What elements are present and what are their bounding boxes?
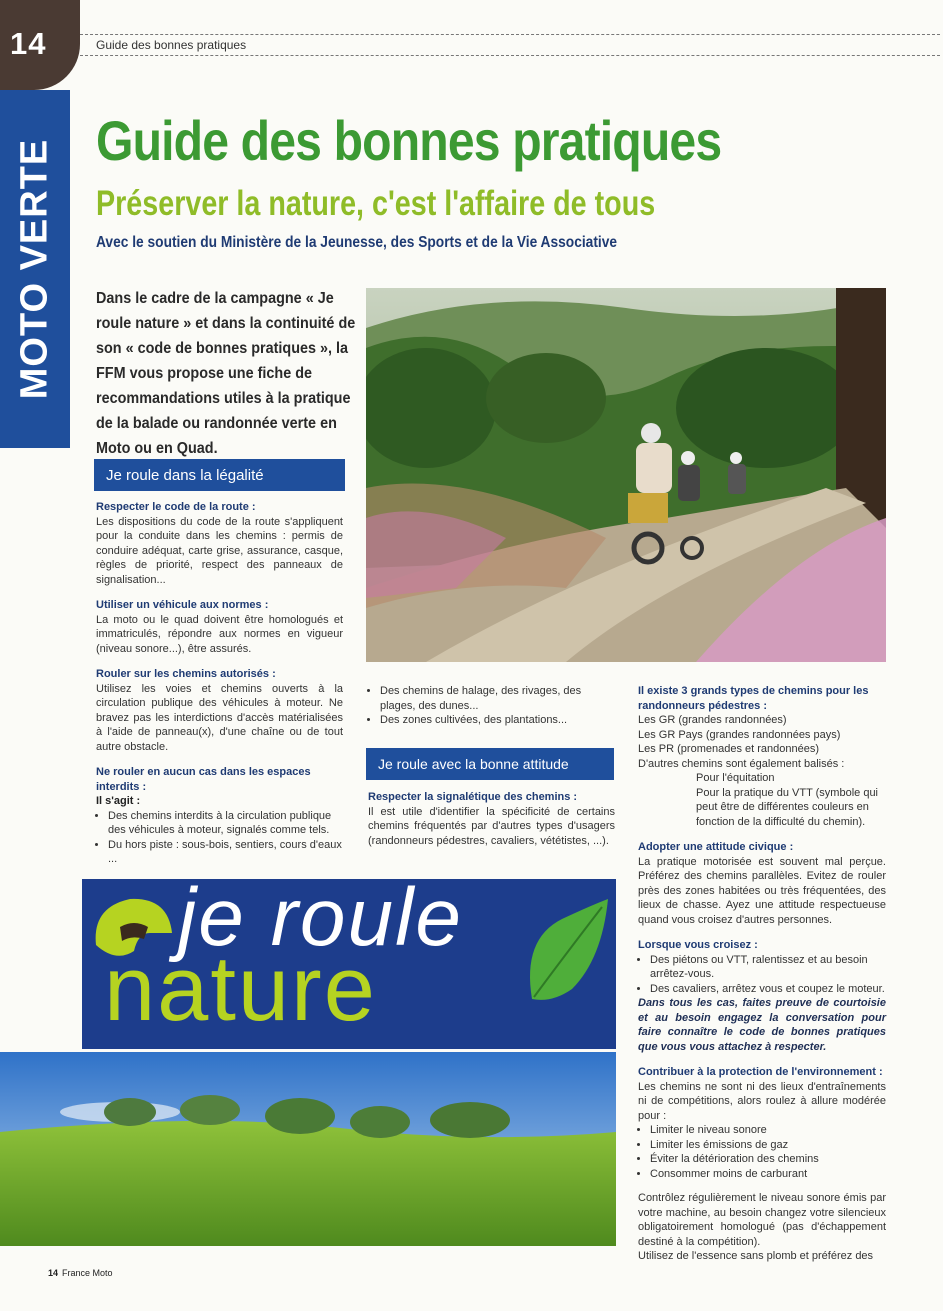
forbidden-title: Ne rouler en aucun cas dans les espaces interdits : xyxy=(96,766,311,793)
footer-page-number: 14 xyxy=(48,1268,59,1278)
field-photo xyxy=(0,1052,616,1246)
footer-magazine: France Moto xyxy=(62,1268,113,1278)
ministry-support-line: Avec le soutien du Ministère de la Jeunesse, des Sports et de la Vie Associative xyxy=(96,234,618,251)
item-text: D'autres chemins sont également balisés : xyxy=(638,757,845,770)
emphasis-text: Dans tous les cas, faites preuve de courtoisie et au besoin engagez la conversation pour faire connaître le code de bonnes pratiques que vous vous attachez à respecter. xyxy=(638,997,886,1053)
middle-column-lower xyxy=(368,790,615,859)
intro-paragraph: Dans le cadre de la campagne « Je roule nature » et dans la continuité de son « code de bonnes pratiques », la FFM vous propose une fiche de recommandations utiles à la pratique de la balade ou randonnée verte en Moto ou en Quad. xyxy=(96,290,356,457)
item-text: Utilisez de l'essence sans plomb et préférez des xyxy=(638,1250,874,1262)
item-title: Utiliser un véhicule aux normes : xyxy=(96,599,269,611)
item-text: Les chemins ne sont ni des lieux d'entraînements ni de compétitions, alors roulez à allure modérée pour : xyxy=(638,1080,886,1122)
item-text: Il est utile d'identifier la spécificité de certains chemins fréquentés par d'autres types d'usagers (randonneurs pédestres, cavaliers, vététistes, ...). xyxy=(368,805,615,847)
list-item: Les GR Pays (grandes randonnées pays) xyxy=(638,728,841,741)
running-header: Guide des bonnes pratiques xyxy=(96,38,247,52)
item-title: Il existe 3 grands types de chemins pour les randonneurs pédestres : xyxy=(638,685,869,712)
forbidden-list xyxy=(96,809,343,867)
bikers-photo xyxy=(366,288,886,662)
page-number: 14 xyxy=(10,26,47,61)
right-column xyxy=(638,684,886,1264)
list-item: • Des piétons ou VTT, ralentissez et au besoin arrêtez-vous. xyxy=(650,953,886,982)
item-text: Les dispositions du code de la route s'appliquent pour la conduite dans les chemins : permis de conduire adéquat, carte grise, assurance, casque, règles de priorité, respect des panneaux de signalisation... xyxy=(96,515,343,586)
page-subtitle: Préserver la nature, c'est l'affaire de tous xyxy=(96,184,656,223)
item-title: Respecter la signalétique des chemins : xyxy=(368,791,578,803)
list-item: • Des cavaliers, arrêtez vous et coupez le moteur. xyxy=(650,982,886,997)
list-item: Pour la pratique du VTT (symbole qui peut être de différentes couleurs en fonction de la difficulté du chemin). xyxy=(696,786,878,828)
item-title: Respecter le code de la route : xyxy=(96,501,256,513)
je-roule-nature-banner xyxy=(82,879,616,1049)
forbidden-subtitle: Il s'agit : xyxy=(96,795,141,807)
item-text: La moto ou le quad doivent être homologués et immatriculés, répondre aux normes en vigueur (niveau sonore...), être assurés. xyxy=(96,613,343,655)
item-text: Utilisez les voies et chemins ouverts à la circulation publique des véhicules à moteur. Ne bravez pas les interdictions d'accès matérialisées à l'aide de panneau(x), d'une chaîne ou de tout autre obstacle. xyxy=(96,682,343,753)
header-rule-bottom xyxy=(80,55,940,56)
env-list xyxy=(638,1123,886,1181)
page-footer xyxy=(48,1268,113,1278)
field-photo-illustration xyxy=(0,1052,616,1246)
item-text: Contrôlez régulièrement le niveau sonore émis par votre machine, au besoin changez votre silencieux obligatoirement homologué (pas d'échappement destiné à la compétition). xyxy=(638,1192,886,1248)
list-item: • Du hors piste : sous-bois, sentiers, cours d'eaux ... xyxy=(108,838,343,867)
list-item: • Éviter la détérioration des chemins xyxy=(650,1152,886,1167)
item-title: Rouler sur les chemins autorisés : xyxy=(96,668,276,680)
section-heading-legality: Je roule dans la légalité xyxy=(94,459,345,491)
leaf-icon xyxy=(522,899,612,1009)
item-title: Lorsque vous croisez : xyxy=(638,939,758,951)
cross-list xyxy=(638,953,886,997)
list-item: • Consommer moins de carburant xyxy=(650,1167,886,1182)
item-text: La pratique motorisée est souvent mal perçue. Préférez des chemins parallèles. Evitez de rouler près des zones habitées ou très fréquentées, des lieux de chasse. Ayez une attitude respectueuse quand vous croisez d'autres personnes. xyxy=(638,855,886,926)
banner-line-2: nature xyxy=(104,938,377,1040)
banner-line-1: je roule xyxy=(178,879,463,963)
list-item: • Des chemins interdits à la circulation publique des véhicules à moteur, signalés comme tels. xyxy=(108,809,343,838)
page-number-badge xyxy=(0,0,80,90)
left-column xyxy=(96,500,343,877)
bikers-photo-illustration xyxy=(366,288,886,662)
list-item: • Des chemins de halage, des rivages, des plages, des dunes... xyxy=(380,684,615,713)
middle-column xyxy=(368,684,615,738)
list-item: • Des zones cultivées, des plantations... xyxy=(380,713,615,728)
page-title: Guide des bonnes pratiques xyxy=(96,109,722,172)
list-item: Les PR (promenades et randonnées) xyxy=(638,743,819,755)
list-item: • Limiter les émissions de gaz xyxy=(650,1138,886,1153)
section-label: MOTO VERTE xyxy=(13,138,56,400)
list-item: Pour l'équitation xyxy=(696,772,775,784)
list-item: • Limiter le niveau sonore xyxy=(650,1123,886,1138)
section-band xyxy=(0,90,70,448)
forbidden-list-continued xyxy=(368,684,615,728)
list-item: Les GR (grandes randonnées) xyxy=(638,714,787,726)
item-title: Adopter une attitude civique : xyxy=(638,841,794,853)
item-title: Contribuer à la protection de l'environnement : xyxy=(638,1066,883,1078)
header-rule-top xyxy=(80,34,940,35)
section-heading-attitude: Je roule avec la bonne attitude xyxy=(366,748,614,780)
